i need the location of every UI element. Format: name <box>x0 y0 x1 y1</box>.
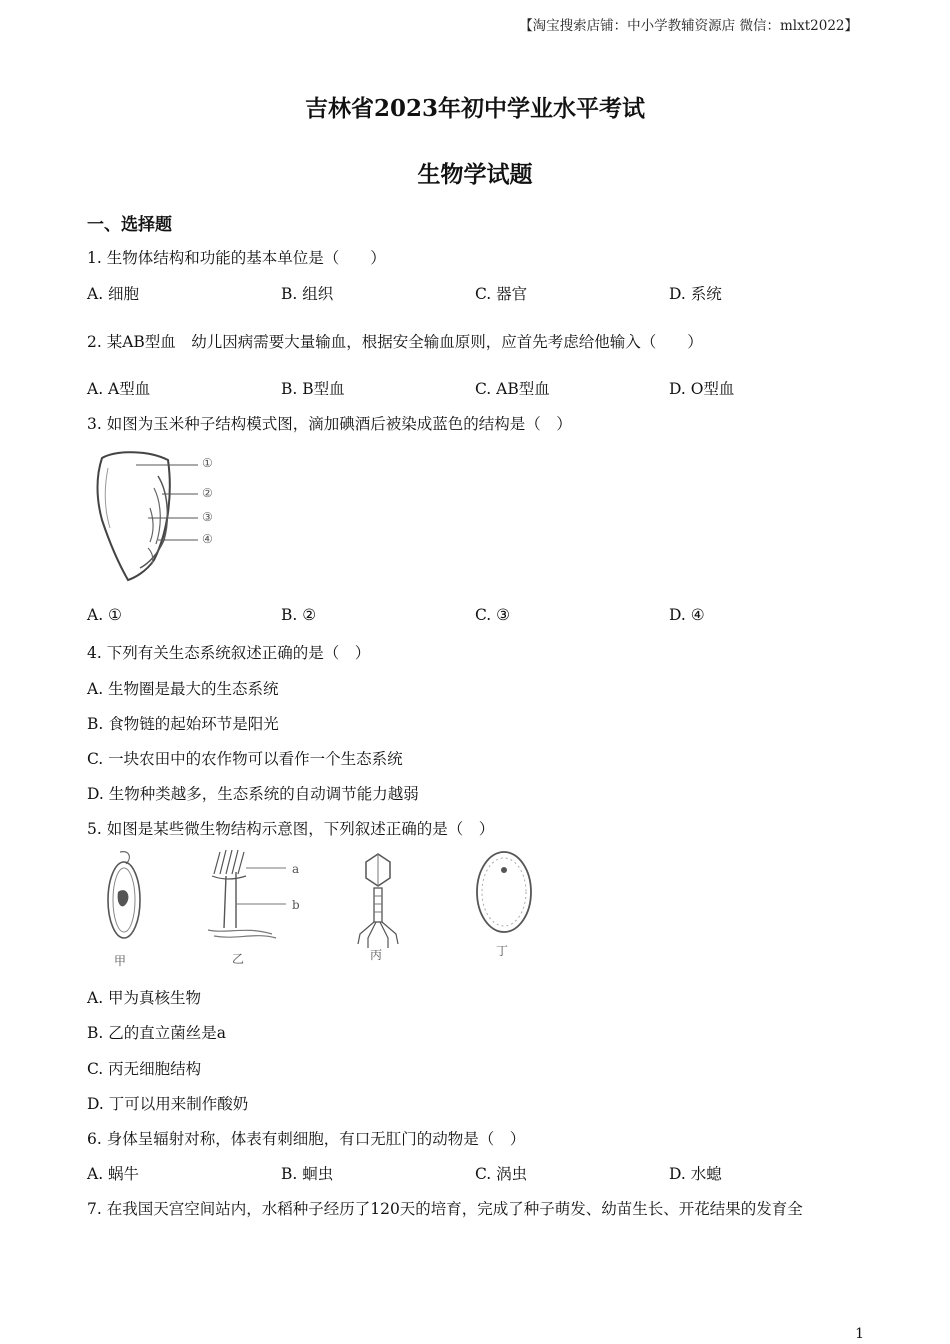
q1-option-c: C. 器官 <box>475 285 528 303</box>
q1-stem: 1. 生物体结构和功能的基本单位是（ ） <box>87 249 386 267</box>
q3-option-d: D. ④ <box>669 606 705 624</box>
q5-option-b: B. 乙的直立菌丝是a <box>87 1024 226 1042</box>
q3-option-a: A. ① <box>87 606 122 624</box>
q6-stem: 6. 身体呈辐射对称，体表有刺细胞，有口无肛门的动物是（ ） <box>87 1130 526 1148</box>
page-number: 1 <box>855 1326 864 1342</box>
q7-stem: 7. 在我国天宫空间站内，水稻种子经历了120天的培育，完成了种子萌发、幼苗生长、开花结果的发育全 <box>87 1200 803 1218</box>
q5-option-a: A. 甲为真核生物 <box>87 989 202 1007</box>
corn-seed-figure <box>88 448 238 586</box>
q2-option-d: D. O型血 <box>669 380 735 398</box>
page-title: 吉林省2023年初中学业水平考试 <box>304 95 645 122</box>
section-heading: 一、选择题 <box>87 215 172 235</box>
yeast-drawing <box>477 852 531 932</box>
mold-mark-a: a <box>292 862 300 876</box>
q6-option-a: A. 蜗牛 <box>87 1165 140 1183</box>
q1-option-d: D. 系统 <box>669 285 722 303</box>
q6-option-d: D. 水螅 <box>669 1165 722 1183</box>
q2-option-b: B. B型血 <box>281 380 345 398</box>
q6-option-b: B. 蛔虫 <box>281 1165 334 1183</box>
bacterium-drawing <box>108 852 140 938</box>
mold-mark-b: b <box>292 898 300 912</box>
q1-option-b: B. 组织 <box>281 285 334 303</box>
q4-option-a: A. 生物圈是最大的生态系统 <box>87 680 279 698</box>
q3-option-c: C. ③ <box>475 606 511 624</box>
q5-stem: 5. 如图是某些微生物结构示意图，下列叙述正确的是（ ） <box>87 820 495 838</box>
q6-option-c: C. 涡虫 <box>475 1165 528 1183</box>
q1-option-a: A. 细胞 <box>87 285 140 303</box>
microbes-figure <box>96 848 556 973</box>
virus-drawing <box>358 854 398 948</box>
seed-label-4: ④ <box>202 532 213 546</box>
q4-option-c: C. 一块农田中的农作物可以看作一个生态系统 <box>87 750 403 768</box>
microbes-diagram <box>96 848 556 973</box>
q4-option-d: D. 生物种类越多，生态系统的自动调节能力越弱 <box>87 785 419 803</box>
q3-option-b: B. ② <box>281 606 317 624</box>
q2-option-a: A. A型血 <box>87 380 151 398</box>
label-ding: 丁 <box>496 944 509 958</box>
corn-seed-diagram <box>88 448 238 586</box>
q5-option-d: D. 丁可以用来制作酸奶 <box>87 1095 249 1113</box>
q4-option-b: B. 食物链的起始环节是阳光 <box>87 715 279 733</box>
mold-drawing <box>208 850 286 938</box>
label-jia: 甲 <box>114 954 127 968</box>
label-yi: 乙 <box>232 952 245 966</box>
q2-stem: 2. 某AB型血 幼儿因病需要大量输血，根据安全输血原则，应首先考虑给他输入（ ） <box>87 333 703 351</box>
q3-stem: 3. 如图为玉米种子结构模式图，滴加碘酒后被染成蓝色的结构是（ ） <box>87 415 572 433</box>
q4-stem: 4. 下列有关生态系统叙述正确的是（ ） <box>87 644 371 662</box>
q2-option-c: C. AB型血 <box>475 380 550 398</box>
seed-label-3: ③ <box>202 510 213 524</box>
q5-option-c: C. 丙无细胞结构 <box>87 1060 202 1078</box>
header-note: 【淘宝搜索店铺：中小学教辅资源店 微信：mlxt2022】 <box>519 18 858 34</box>
seed-label-1: ① <box>202 456 213 470</box>
label-bing: 丙 <box>370 948 383 962</box>
page-subtitle: 生物学试题 <box>417 161 533 188</box>
seed-label-2: ② <box>202 486 213 500</box>
